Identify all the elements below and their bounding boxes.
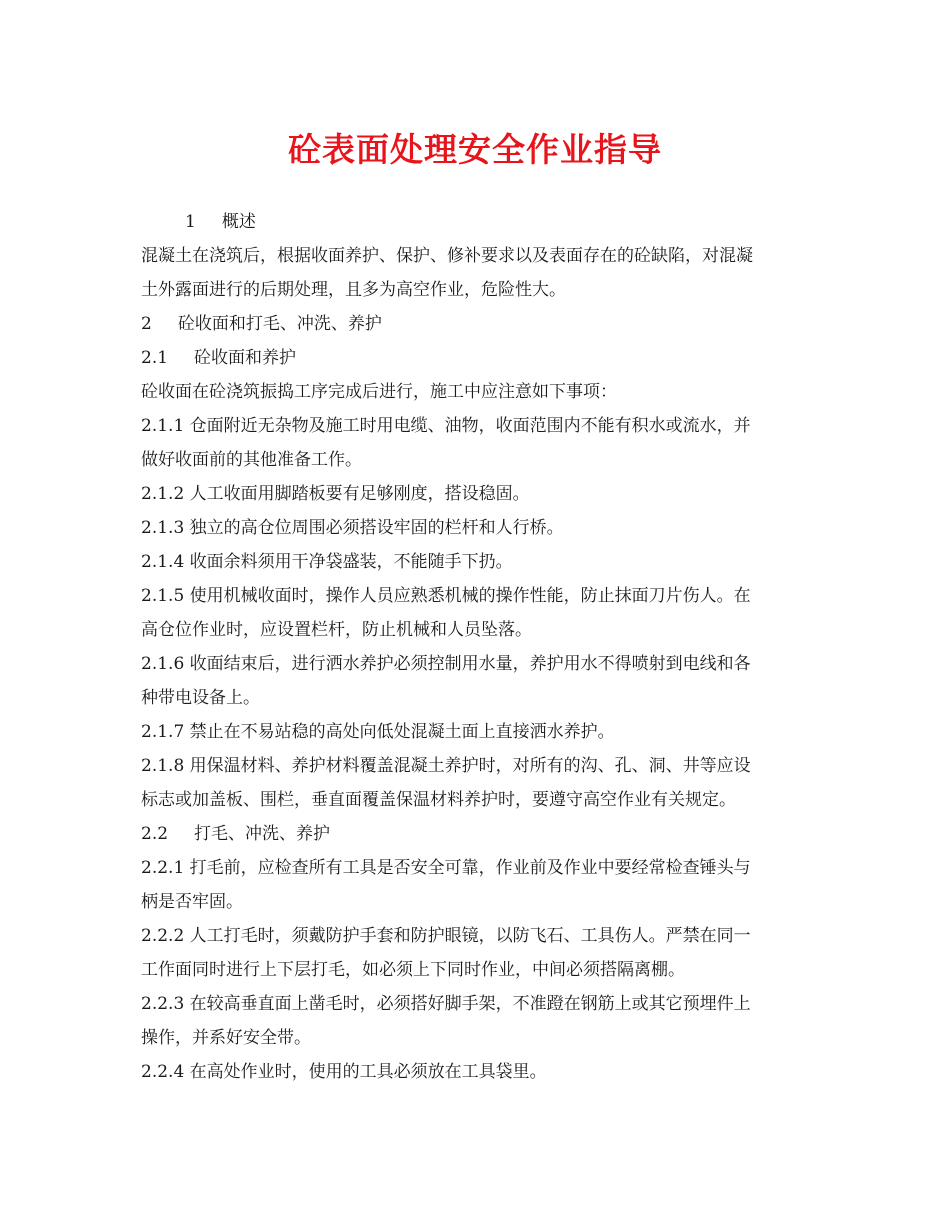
section-title: 砼收面和打毛、冲洗、养护 (177, 314, 382, 334)
item-2-1-2: 2.1.2 人工收面用脚踏板要有足够刚度，搭设稳固。 (141, 484, 530, 504)
section-number: 2 (141, 314, 152, 334)
section-heading-2-2 (141, 817, 813, 851)
document-title: 砼表面处理安全作业指导 (288, 130, 662, 169)
paragraph-line: 土外露面进行的后期处理，且多为高空作业，危险性大。 (141, 280, 566, 300)
item-2-2-1: 2.2.1 打毛前，应检查所有工具是否安全可靠，作业前及作业中要经常检查锤头与 (141, 858, 751, 878)
item-2-2-3: 2.2.3 在较高垂直面上凿毛时，必须搭好脚手架，不准蹬在钢筋上或其它预埋件上 (141, 994, 751, 1014)
section-number: 2.1 (141, 348, 169, 368)
item-2-1-6-cont: 种带电设备上。 (141, 688, 260, 708)
item-2-1-8: 2.1.8 用保温材料、养护材料覆盖混凝土养护时，对所有的沟、孔、洞、井等应设 (141, 756, 751, 776)
item-2-1-7: 2.1.7 禁止在不易站稳的高处向低处混凝土面上直接洒水养护。 (141, 722, 615, 742)
section-heading-2-1 (141, 341, 813, 375)
paragraph-line: 砼收面在砼浇筑振捣工序完成后进行，施工中应注意如下事项： (141, 382, 617, 402)
item-2-1-4: 2.1.4 收面余料须用干净袋盛装，不能随手下扔。 (141, 552, 513, 572)
section-number: 1 (185, 212, 196, 232)
section-title: 砼收面和养护 (194, 348, 297, 368)
item-2-1-1: 2.1.1 仓面附近无杂物及施工时用电缆、油物，收面范围内不能有积水或流水，并 (141, 416, 751, 436)
item-2-1-5-cont: 高仓位作业时，应设置栏杆，防止机械和人员坠落。 (141, 620, 532, 640)
item-2-1-5: 2.1.5 使用机械收面时，操作人员应熟悉机械的操作性能，防止抹面刀片伤人。在 (141, 586, 751, 606)
item-2-1-8-cont: 标志或加盖板、围栏，垂直面覆盖保温材料养护时，要遵守高空作业有关规定。 (141, 790, 736, 810)
document-body (141, 205, 813, 1089)
item-2-2-2: 2.2.2 人工打毛时，须戴防护手套和防护眼镜，以防飞石、工具伤人。严禁在同一 (141, 926, 751, 946)
section-number: 2.2 (141, 824, 169, 844)
item-2-1-6: 2.1.6 收面结束后，进行洒水养护必须控制用水量，养护用水不得喷射到电线和各 (141, 654, 751, 674)
item-2-1-3: 2.1.3 独立的高仓位周围必须搭设牢固的栏杆和人行桥。 (141, 518, 564, 538)
item-2-2-3-cont: 操作，并系好安全带。 (141, 1028, 311, 1048)
item-2-2-1-cont: 柄是否牢固。 (141, 892, 243, 912)
section-heading-1 (141, 205, 813, 239)
item-2-1-1-cont: 做好收面前的其他准备工作。 (141, 450, 362, 470)
paragraph-line: 混凝土在浇筑后，根据收面养护、保护、修补要求以及表面存在的砼缺陷，对混凝 (141, 246, 753, 266)
item-2-2-4: 2.2.4 在高处作业时，使用的工具必须放在工具袋里。 (141, 1062, 547, 1082)
section-title: 打毛、冲洗、养护 (194, 824, 331, 844)
section-title: 概述 (221, 212, 256, 232)
section-heading-2 (141, 307, 813, 341)
item-2-2-2-cont: 工作面同时进行上下层打毛，如必须上下同时作业，中间必须搭隔离棚。 (141, 960, 685, 980)
